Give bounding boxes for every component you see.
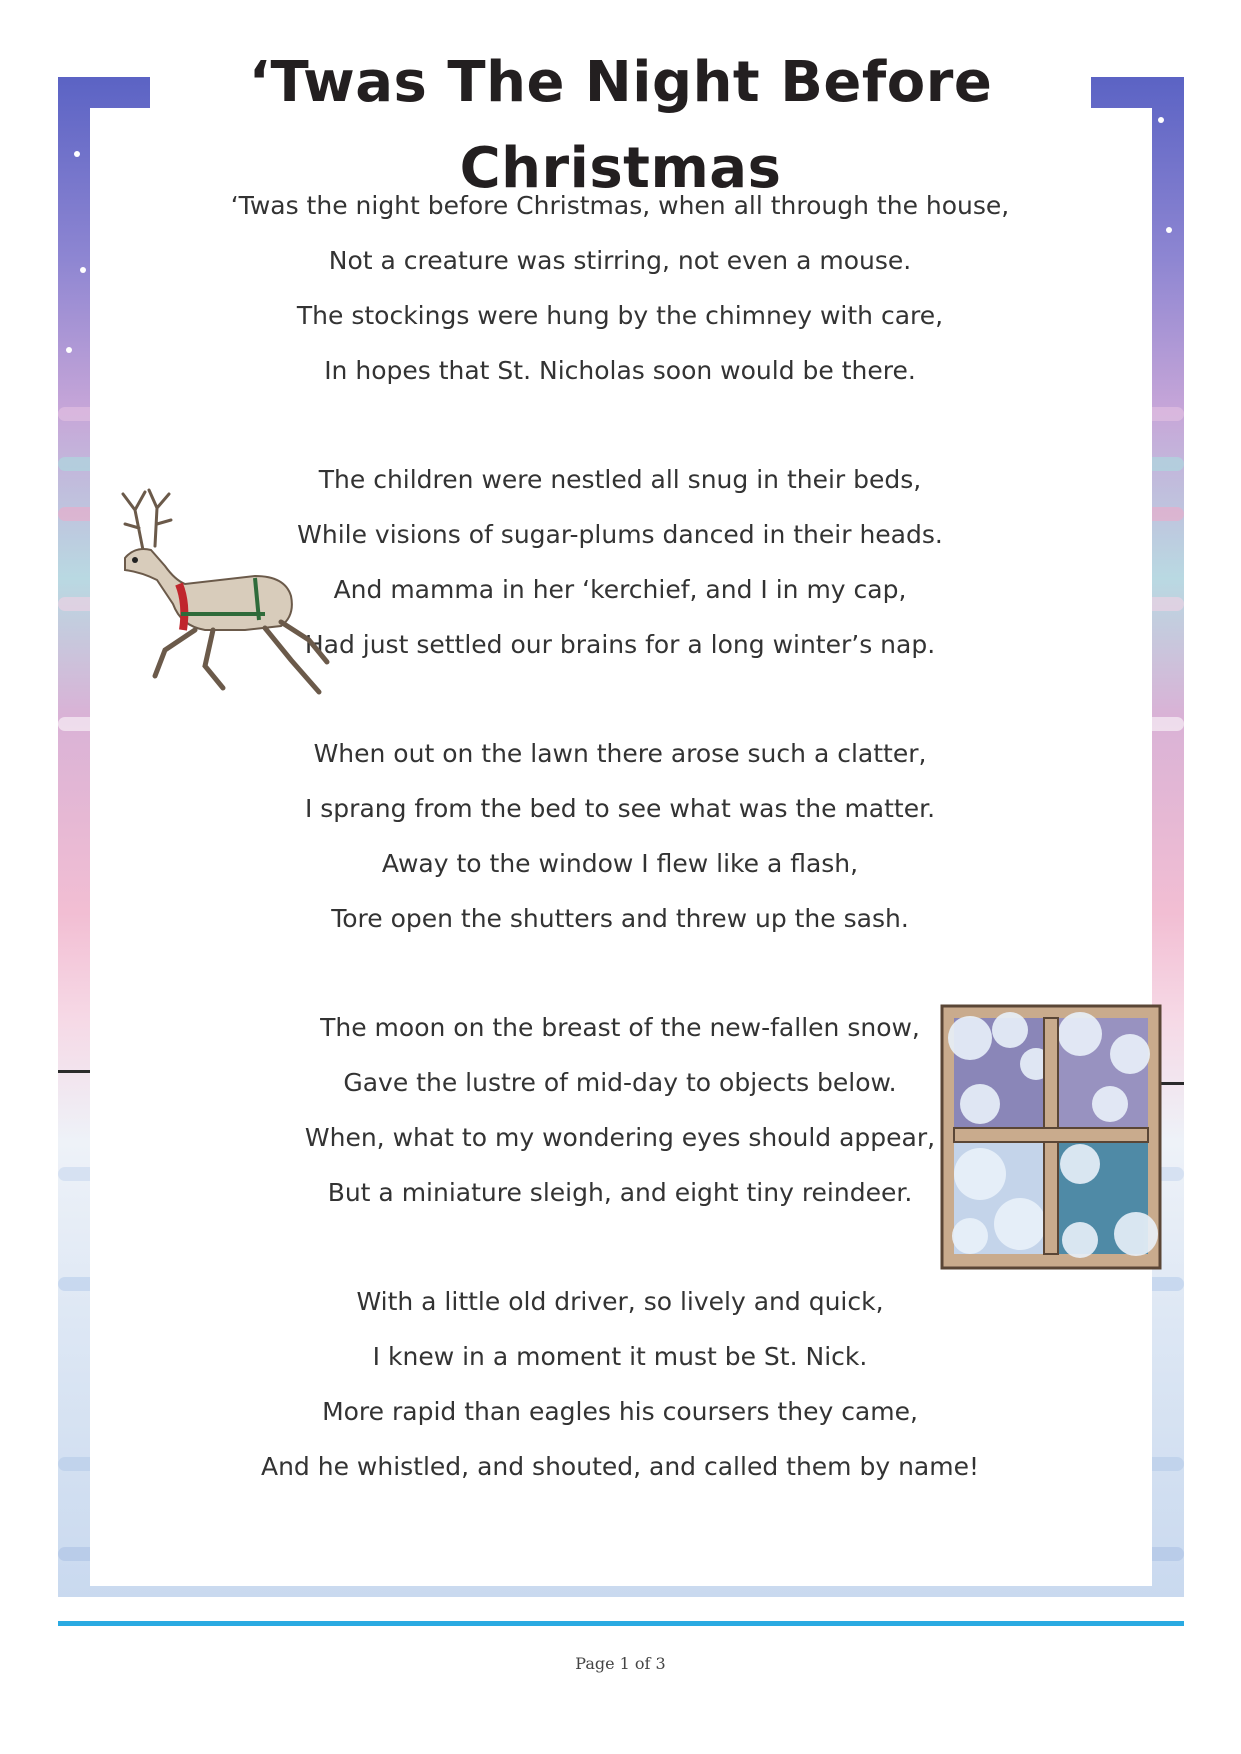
poem-line: When out on the lawn there arose such a clatter, (313, 739, 927, 768)
stanza (220, 1000, 1020, 1220)
poem-line: And mamma in her ‘kerchief, and I in my cap, (333, 575, 907, 604)
poem-line: While visions of sugar-plums danced in their heads. (297, 520, 943, 549)
page-number: Page 1 of 3 (575, 1654, 666, 1673)
reindeer-illustration (95, 480, 335, 720)
poem-line: ‘Twas the night before Christmas, when all through the house, (230, 191, 1010, 220)
footer-divider (58, 1621, 1184, 1626)
stanza (220, 178, 1020, 398)
poem-line: The moon on the breast of the new-fallen snow, (320, 1013, 920, 1042)
snowflake-dot (80, 267, 86, 273)
poem-line: With a little old driver, so lively and quick, (356, 1287, 884, 1316)
poem-line: Not a creature was stirring, not even a mouse. (328, 246, 912, 275)
page-title: ‘Twas The Night Before Christmas (248, 50, 993, 201)
poem-line: But a miniature sleigh, and eight tiny reindeer. (327, 1178, 913, 1207)
poem-line: Gave the lustre of mid-day to objects below. (343, 1068, 897, 1097)
snowflake-dot (1166, 227, 1172, 233)
poem-line: Tore open the shutters and threw up the sash. (331, 904, 909, 933)
poem-body (220, 178, 1020, 1548)
snowflake-dot (1158, 117, 1164, 123)
poem-line: I sprang from the bed to see what was the matter. (304, 794, 936, 823)
snowflake-dot (74, 151, 80, 157)
poem-line: Away to the window I flew like a flash, (381, 849, 859, 878)
snowflake-dot (66, 347, 72, 353)
poem-line: More rapid than eagles his coursers they came, (322, 1397, 918, 1426)
stanza (220, 1274, 1020, 1494)
poem-line: I knew in a moment it must be St. Nick. (372, 1342, 868, 1371)
poem-line: Had just settled our brains for a long winter’s nap. (304, 630, 936, 659)
poem-line: In hopes that St. Nicholas soon would be there. (324, 356, 916, 385)
poem-line: When, what to my wondering eyes should appear, (304, 1123, 936, 1152)
poem-line: And he whistled, and shouted, and called them by name! (260, 1452, 980, 1481)
frosty-window-illustration (940, 1004, 1162, 1270)
title-box (150, 40, 1091, 201)
poem-line: The children were nestled all snug in their beds, (318, 465, 922, 494)
stanza (220, 726, 1020, 946)
poem-line: The stockings were hung by the chimney with care, (296, 301, 944, 330)
stanza (220, 452, 1020, 672)
